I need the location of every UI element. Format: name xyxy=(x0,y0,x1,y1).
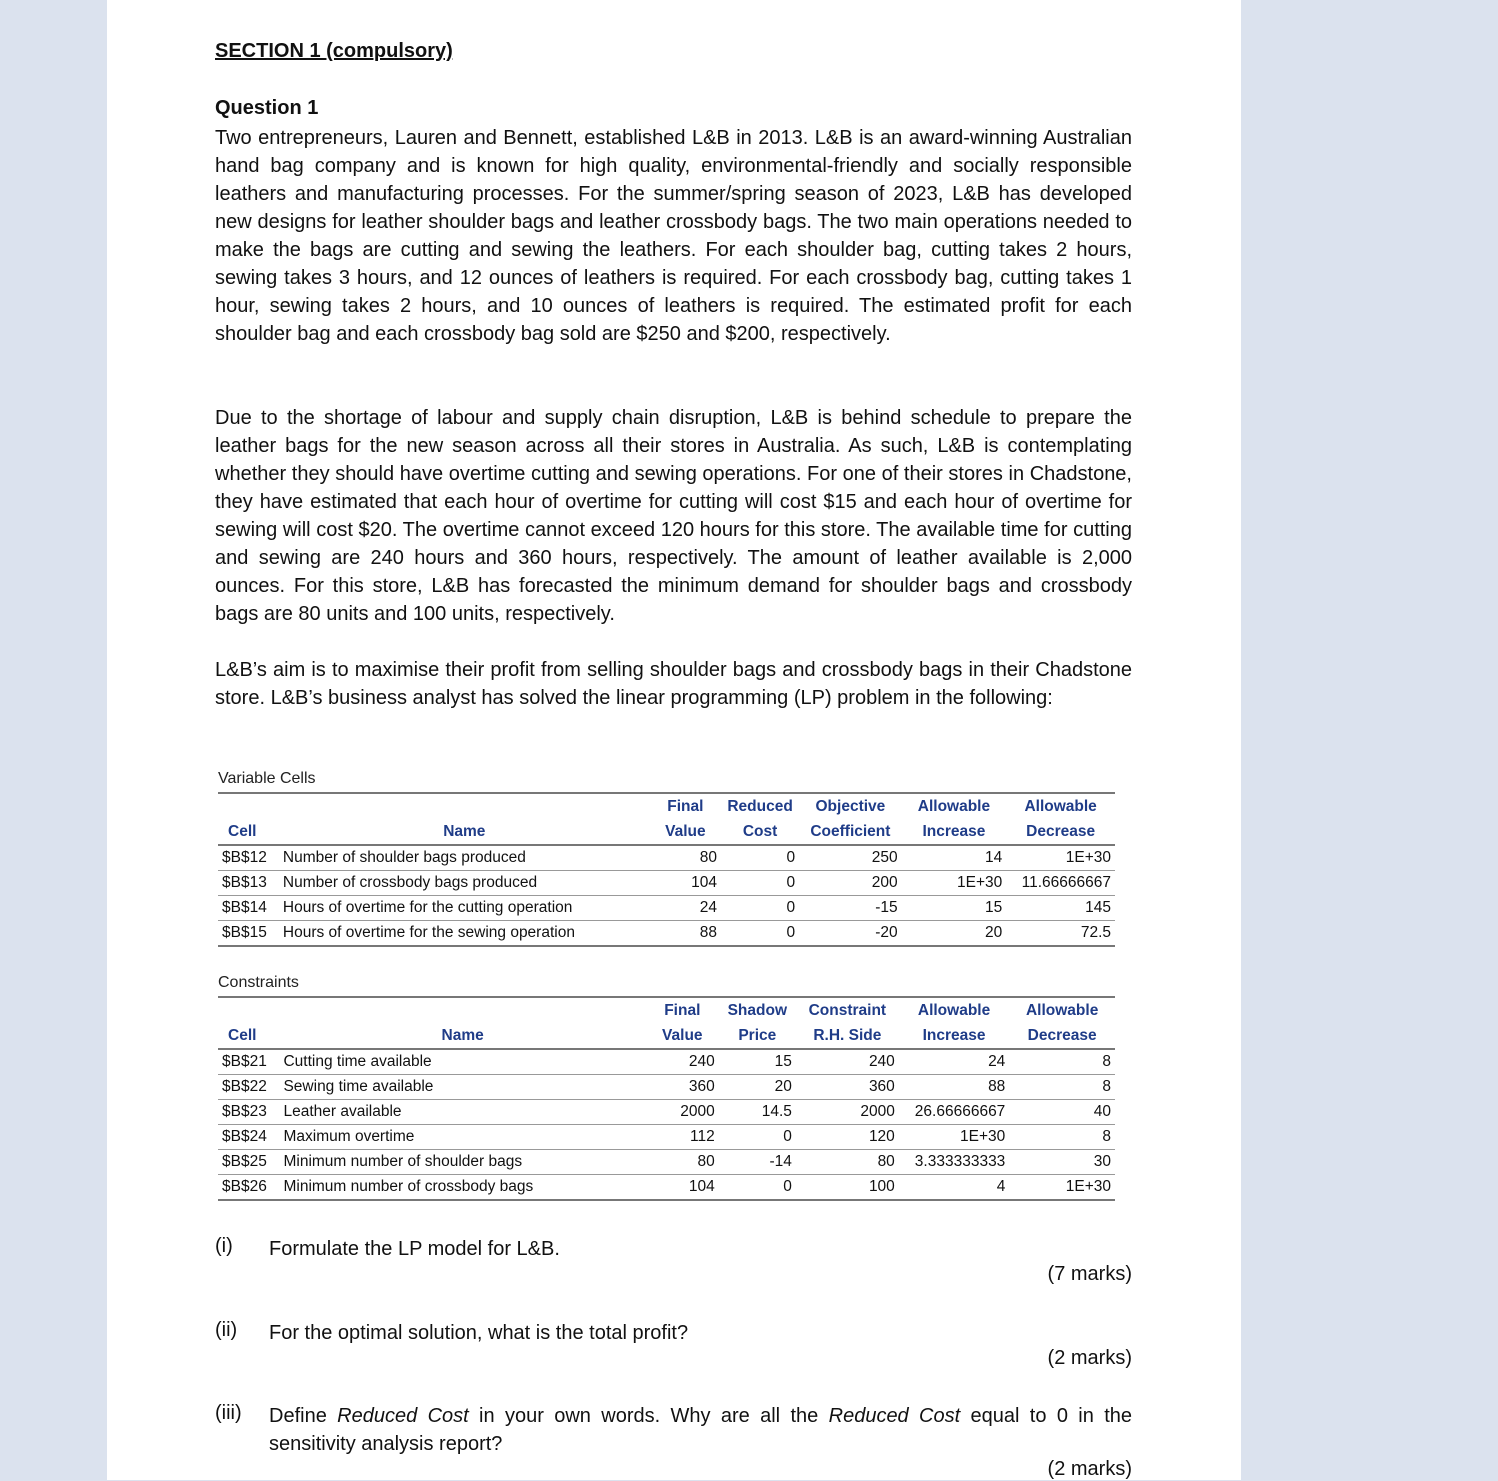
header-name xyxy=(279,997,645,1023)
cell-decrease: 8 xyxy=(1009,1075,1115,1100)
cell-final-value: 24 xyxy=(650,896,721,921)
cell-rh-side: 2000 xyxy=(796,1100,899,1125)
header-cell xyxy=(218,793,279,819)
cell-name: Number of crossbody bags produced xyxy=(279,871,650,896)
header-name: Name xyxy=(279,1023,645,1049)
cell-final-value: 360 xyxy=(646,1075,719,1100)
table-row xyxy=(218,845,1115,871)
constraints-table xyxy=(218,996,1115,1201)
cell-decrease: 8 xyxy=(1009,1049,1115,1075)
cell-objective: -20 xyxy=(799,921,901,947)
cell-ref: $B$21 xyxy=(218,1049,279,1075)
header-rh-side: R.H. Side xyxy=(796,1023,899,1049)
cell-decrease: 30 xyxy=(1009,1150,1115,1175)
cell-final-value: 88 xyxy=(650,921,721,947)
header-name: Name xyxy=(279,819,650,845)
cell-final-value: 104 xyxy=(650,871,721,896)
cell-decrease: 1E+30 xyxy=(1006,845,1115,871)
header-increase: Increase xyxy=(899,1023,1010,1049)
cell-increase: 20 xyxy=(902,921,1007,947)
header-shadow: Shadow xyxy=(719,997,796,1023)
cell-rh-side: 100 xyxy=(796,1175,899,1201)
question-iii-marks: (2 marks) xyxy=(1047,1458,1132,1480)
variable-cells-caption: Variable Cells xyxy=(218,770,316,787)
question-iii-text-a: Define xyxy=(269,1405,338,1427)
cell-rh-side: 360 xyxy=(796,1075,899,1100)
header-cell: Cell xyxy=(218,819,279,845)
question-iii-term-1: Reduced Cost xyxy=(337,1405,469,1427)
table-row xyxy=(218,871,1115,896)
cell-increase: 3.333333333 xyxy=(899,1150,1010,1175)
header-decrease: Decrease xyxy=(1009,1023,1115,1049)
table-row xyxy=(218,1150,1115,1175)
question-iii-text-b: in your own words. Why are all the xyxy=(468,1405,829,1427)
table-row xyxy=(218,896,1115,921)
table-row xyxy=(218,1049,1115,1075)
header-final: Final xyxy=(646,997,719,1023)
cell-final-value: 80 xyxy=(650,845,721,871)
cell-ref: $B$24 xyxy=(218,1125,279,1150)
header-constraint: Constraint xyxy=(796,997,899,1023)
cell-objective: 200 xyxy=(799,871,901,896)
cell-shadow-price: 20 xyxy=(719,1075,796,1100)
cell-objective: -15 xyxy=(799,896,901,921)
question-iii-text-c: equal to 0 in the sensitivity analysis report? xyxy=(269,1405,1132,1455)
cell-decrease: 1E+30 xyxy=(1009,1175,1115,1201)
cell-name: Leather available xyxy=(279,1100,645,1125)
cell-increase: 88 xyxy=(899,1075,1010,1100)
cell-increase: 14 xyxy=(902,845,1007,871)
cell-shadow-price: 14.5 xyxy=(719,1100,796,1125)
header-cell: Cell xyxy=(218,1023,279,1049)
header-cost: Cost xyxy=(721,819,799,845)
cell-rh-side: 240 xyxy=(796,1049,899,1075)
cell-reduced-cost: 0 xyxy=(721,845,799,871)
header-value: Value xyxy=(650,819,721,845)
cell-name: Sewing time available xyxy=(279,1075,645,1100)
cell-shadow-price: 0 xyxy=(719,1175,796,1201)
cell-name: Number of shoulder bags produced xyxy=(279,845,650,871)
cell-decrease: 72.5 xyxy=(1006,921,1115,947)
cell-name: Minimum number of shoulder bags xyxy=(279,1150,645,1175)
header-decrease: Decrease xyxy=(1006,819,1115,845)
cell-ref: $B$13 xyxy=(218,871,279,896)
cell-final-value: 104 xyxy=(646,1175,719,1201)
cell-shadow-price: 0 xyxy=(719,1125,796,1150)
cell-ref: $B$26 xyxy=(218,1175,279,1201)
cell-final-value: 240 xyxy=(646,1049,719,1075)
question-ii-text: For the optimal solution, what is the total profit? xyxy=(269,1322,689,1344)
header-name xyxy=(279,793,650,819)
cell-final-value: 2000 xyxy=(646,1100,719,1125)
header-allowable-dec: Allowable xyxy=(1009,997,1115,1023)
cell-name: Maximum overtime xyxy=(279,1125,645,1150)
cell-name: Minimum number of crossbody bags xyxy=(279,1175,645,1201)
header-objective: Objective xyxy=(799,793,901,819)
cell-decrease: 145 xyxy=(1006,896,1115,921)
cell-reduced-cost: 0 xyxy=(721,896,799,921)
question-i-text: Formulate the LP model for L&B. xyxy=(269,1238,560,1260)
table-row xyxy=(218,921,1115,947)
header-increase: Increase xyxy=(902,819,1007,845)
header-allowable-dec: Allowable xyxy=(1006,793,1115,819)
cell-ref: $B$14 xyxy=(218,896,279,921)
cell-ref: $B$22 xyxy=(218,1075,279,1100)
cell-decrease: 8 xyxy=(1009,1125,1115,1150)
cell-rh-side: 80 xyxy=(796,1150,899,1175)
cell-ref: $B$15 xyxy=(218,921,279,947)
section-title: SECTION 1 (compulsory) xyxy=(215,40,453,62)
table-row xyxy=(218,1175,1115,1201)
question-iii-term-2: Reduced Cost xyxy=(828,1405,961,1427)
cell-increase: 15 xyxy=(902,896,1007,921)
cell-final-value: 80 xyxy=(646,1150,719,1175)
header-allowable-inc: Allowable xyxy=(899,997,1010,1023)
cell-rh-side: 120 xyxy=(796,1125,899,1150)
cell-name: Hours of overtime for the sewing operation xyxy=(279,921,650,947)
paragraph-overtime: Due to the shortage of labour and supply chain disruption, L&B is behind schedule to prepare the leather bags for the new season across all their stores in Australia. As such, L&B is contemplating whether they should have overtime cutting and sewing operations. For one of their stores in Chadstone, they have estimated that each hour of overtime for cutting will cost $15 and each hour of overtime for sewing will cost $20. The overtime cannot exceed 120 hours for this store. The available time for cutting and sewing are 240 hours and 360 hours, respectively. The amount of leather available is 2,000 ounces. For this store, L&B has forecasted the minimum demand for shoulder bags and crossbody bags are 80 units and 100 units, respectively. xyxy=(215,407,1132,625)
cell-final-value: 112 xyxy=(646,1125,719,1150)
header-cell xyxy=(218,997,279,1023)
table-row xyxy=(218,1125,1115,1150)
table-row xyxy=(218,1075,1115,1100)
cell-increase: 24 xyxy=(899,1049,1010,1075)
question-i-label: (i) xyxy=(215,1235,233,1257)
question-ii-label: (ii) xyxy=(215,1319,238,1341)
question-ii-marks: (2 marks) xyxy=(1047,1347,1132,1369)
cell-shadow-price: -14 xyxy=(719,1150,796,1175)
document-page xyxy=(107,0,1241,1480)
header-value: Value xyxy=(646,1023,719,1049)
cell-increase: 1E+30 xyxy=(899,1125,1010,1150)
cell-decrease: 11.66666667 xyxy=(1006,871,1115,896)
cell-name: Cutting time available xyxy=(279,1049,645,1075)
header-final: Final xyxy=(650,793,721,819)
table-row xyxy=(218,1100,1115,1125)
paragraph-aim: L&B’s aim is to maximise their profit from selling shoulder bags and crossbody bags in their Chadstone store. L&B’s business analyst has solved the linear programming (LP) problem in the following: xyxy=(215,659,1132,709)
header-coefficient: Coefficient xyxy=(799,819,901,845)
question-i-marks: (7 marks) xyxy=(1047,1263,1132,1285)
cell-reduced-cost: 0 xyxy=(721,921,799,947)
paragraph-intro: Two entrepreneurs, Lauren and Bennett, established L&B in 2013. L&B is an award-winning Australian hand bag company and is known for high quality, environmental-friendly and socially responsible leathers and manufacturing processes. For the summer/spring season of 2023, L&B has developed new designs for leather shoulder bags and leather crossbody bags. The two main operations needed to make the bags are cutting and sewing the leathers. For each shoulder bag, cutting takes 2 hours, sewing takes 3 hours, and 12 ounces of leathers is required. For each crossbody bag, cutting takes 1 hour, sewing takes 2 hours, and 10 ounces of leathers is required. The estimated profit for each shoulder bag and each crossbody bag sold are $250 and $200, respectively. xyxy=(215,127,1132,345)
cell-ref: $B$25 xyxy=(218,1150,279,1175)
constraints-caption: Constraints xyxy=(218,974,299,991)
header-allowable-inc: Allowable xyxy=(902,793,1007,819)
question-iii-label: (iii) xyxy=(215,1402,242,1424)
cell-ref: $B$12 xyxy=(218,845,279,871)
question-iii-text xyxy=(269,1402,1132,1458)
cell-reduced-cost: 0 xyxy=(721,871,799,896)
question-title: Question 1 xyxy=(215,97,319,119)
cell-objective: 250 xyxy=(799,845,901,871)
header-price: Price xyxy=(719,1023,796,1049)
variable-cells-table xyxy=(218,792,1115,947)
cell-increase: 4 xyxy=(899,1175,1010,1201)
cell-decrease: 40 xyxy=(1009,1100,1115,1125)
header-reduced: Reduced xyxy=(721,793,799,819)
cell-increase: 26.66666667 xyxy=(899,1100,1010,1125)
cell-increase: 1E+30 xyxy=(902,871,1007,896)
cell-name: Hours of overtime for the cutting operation xyxy=(279,896,650,921)
cell-ref: $B$23 xyxy=(218,1100,279,1125)
cell-shadow-price: 15 xyxy=(719,1049,796,1075)
